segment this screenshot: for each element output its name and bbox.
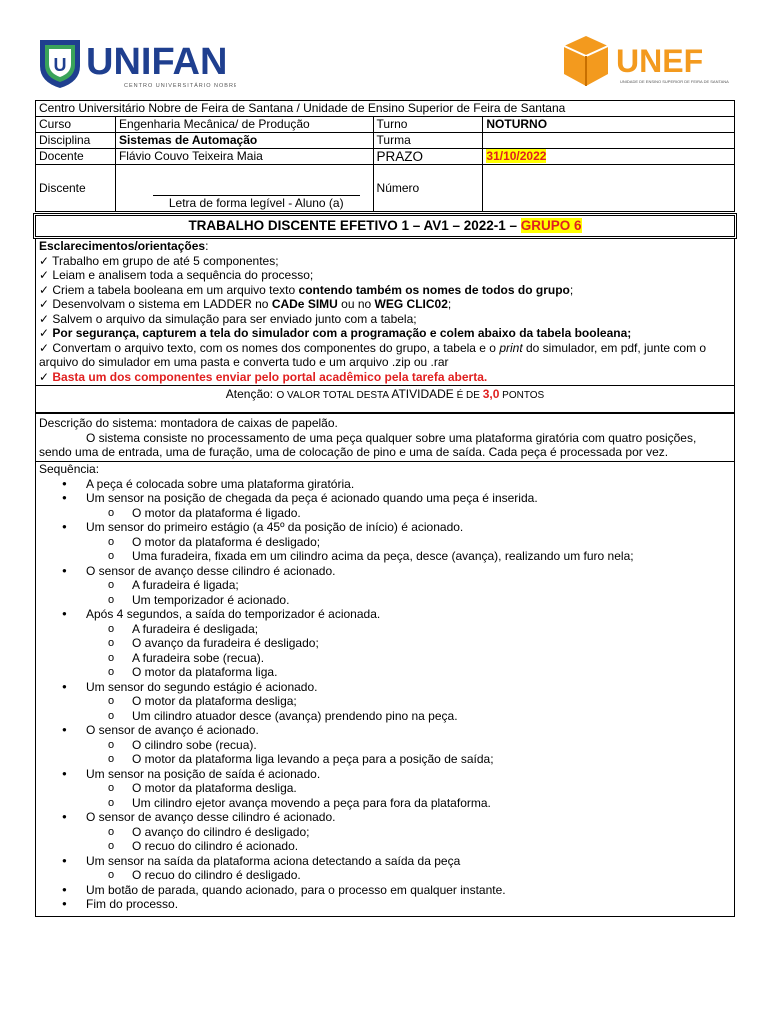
sequence-step-text: Um botão de parada, quando acionado, para o processo em qualquer instante. bbox=[86, 882, 506, 897]
sequence-substep: o O motor da plataforma desliga; bbox=[132, 694, 731, 709]
discente-line-label: Letra de forma legível - Aluno (a) bbox=[153, 195, 360, 211]
turma-value bbox=[483, 133, 735, 149]
instruction-6: ✓ Por segurança, capturem a tela do simulador com a programação e colem abaixo da tabela booleana; bbox=[39, 326, 632, 340]
sequence-substeps bbox=[86, 622, 731, 680]
sequence-substep: o O avanço da furadeira é desligado; bbox=[132, 636, 731, 651]
curso-value: Engenharia Mecânica/ de Produção bbox=[115, 117, 373, 133]
sequence-step-text: Um sensor na posição de saída é acionado. bbox=[86, 766, 321, 781]
sequence-substep: o O motor da plataforma liga levando a peça para a posição de saída; bbox=[132, 752, 731, 767]
unifan-wordmark: UNIFAN bbox=[86, 41, 228, 83]
sequence-step-text: Um sensor na posição de chegada da peça é acionado quando uma peça é inserida. bbox=[86, 491, 538, 505]
sequence-label: Sequência: bbox=[39, 462, 100, 476]
sequence-substeps bbox=[86, 738, 731, 767]
instruction-8: ✓ Basta um dos componentes enviar pelo portal acadêmico pela tarefa aberta. bbox=[39, 369, 488, 384]
sequence-step-text: Um sensor do segundo estágio é acionado. bbox=[86, 679, 318, 694]
description-box bbox=[35, 413, 735, 462]
numero-label: Número bbox=[373, 165, 483, 212]
sequence-substep: o A furadeira sobe (recua). bbox=[132, 651, 731, 666]
turno-value: NOTURNO bbox=[483, 117, 735, 133]
sequence-step bbox=[86, 564, 731, 608]
sequence-substeps bbox=[86, 868, 731, 883]
sequence-substep: o O cilindro sobe (recua). bbox=[132, 738, 731, 753]
sequence-substeps bbox=[86, 825, 731, 854]
sequence-step-text: Fim do processo. bbox=[86, 897, 179, 911]
sequence-substep: o A furadeira é desligada; bbox=[132, 622, 731, 637]
sequence-substep: o O recuo do cilindro é acionado. bbox=[132, 839, 731, 854]
sequence-substep: o O motor da plataforma liga. bbox=[132, 665, 731, 680]
sequence-step-text: A peça é colocada sobre uma plataforma giratória. bbox=[86, 476, 355, 491]
instructions-heading: Esclarecimentos/orientações: bbox=[39, 239, 209, 253]
unef-logo bbox=[558, 30, 738, 92]
sequence-step-text: O sensor de avanço desse cilindro é acionado. bbox=[86, 810, 336, 824]
sequence-substep: o O avanço do cilindro é desligado; bbox=[132, 825, 731, 840]
prazo-label: PRAZO bbox=[373, 149, 483, 165]
sequence-substep: o O recuo do cilindro é desligado. bbox=[132, 868, 731, 883]
instruction-2: ✓ Leiam e analisem toda a sequência do processo; bbox=[39, 268, 314, 282]
instruction-3: ✓ Criem a tabela booleana em um arquivo texto contendo também os nomes de todos do grupo; bbox=[39, 282, 574, 297]
docente-value: Flávio Couvo Teixeira Maia bbox=[115, 149, 373, 165]
sequence-step bbox=[86, 680, 731, 724]
sequence-step-text: Após 4 segundos, a saída do temporizador é acionada. bbox=[86, 607, 381, 621]
sequence-step bbox=[86, 520, 731, 564]
sequence-substep: o Uma furadeira, fixada em um cilindro acima da peça, desce (avança), realizando um furo nela; bbox=[132, 549, 731, 564]
curso-label: Curso bbox=[36, 117, 116, 133]
discente-label: Discente bbox=[36, 165, 116, 212]
title-main: TRABALHO DISCENTE EFETIVO 1 – AV1 – 2022-1 – bbox=[188, 218, 521, 233]
unef-wordmark: UNEF bbox=[616, 43, 704, 79]
sequence-substeps bbox=[86, 535, 731, 564]
sequence-step bbox=[86, 477, 731, 492]
instruction-7: ✓ Convertam o arquivo texto, com os nomes dos componentes do grupo, a tabela e o print do simulador, em pdf, junte com o arquivo do simulador em uma pasta e converta tudo e um arquivo .zip ou .rar bbox=[39, 340, 707, 369]
sequence-substep: o O motor da plataforma é ligado. bbox=[132, 506, 731, 521]
sequence-step-text: O sensor de avanço desse cilindro é acionado. bbox=[86, 563, 336, 578]
prazo-value bbox=[483, 149, 735, 165]
sequence-substep: o O motor da plataforma desliga. bbox=[132, 781, 731, 796]
disciplina-label: Disciplina bbox=[36, 133, 116, 149]
sequence-step bbox=[86, 883, 731, 898]
sequence-step bbox=[86, 810, 731, 854]
instruction-1: ✓ Trabalho em grupo de até 5 componentes; bbox=[39, 253, 279, 268]
sequence-step-text: O sensor de avanço é acionado. bbox=[86, 723, 259, 737]
sequence-substeps bbox=[86, 781, 731, 810]
sequence-step-text: Um sensor do primeiro estágio (a 45º da posição de início) é acionado. bbox=[86, 520, 464, 534]
attention-note: Atenção: O VALOR TOTAL DESTA ATIVIDADE É DE 3,0 PONTOS bbox=[36, 385, 734, 404]
prazo-date: 31/10/2022 bbox=[486, 149, 547, 163]
sequence-step bbox=[86, 491, 731, 520]
sequence-substep: o O motor da plataforma é desligado; bbox=[132, 535, 731, 550]
sequence-substeps bbox=[86, 694, 731, 723]
sequence-step bbox=[86, 723, 731, 767]
docente-label: Docente bbox=[36, 149, 116, 165]
sequence-box bbox=[35, 461, 735, 917]
sequence-step-text: Um sensor na saída da plataforma aciona detectando a saída da peça bbox=[86, 853, 461, 868]
sequence-step bbox=[86, 607, 731, 680]
discente-field[interactable] bbox=[115, 165, 373, 212]
sequence-step bbox=[86, 767, 731, 811]
svg-text:U: U bbox=[53, 55, 67, 75]
unef-subtitle: UNIDADE DE ENSINO SUPERIOR DE FEIRA DE SANTANA bbox=[620, 79, 729, 84]
instruction-4: ✓ Desenvolvam o sistema em LADDER no CADe SIMU ou no WEG CLIC02; bbox=[39, 297, 452, 311]
title-group: GRUPO 6 bbox=[520, 218, 582, 233]
sequence-step bbox=[86, 897, 731, 912]
sequence-substeps bbox=[86, 506, 731, 521]
unifan-subtitle: CENTRO UNIVERSITÁRIO NOBRE bbox=[124, 83, 236, 89]
assignment-title bbox=[35, 215, 735, 237]
sequence-substep: o Um cilindro ejetor avança movendo a peça para fora da plataforma. bbox=[132, 796, 731, 811]
sequence-substep: o Um cilindro atuador desce (avança) prendendo pino na peça. bbox=[132, 709, 731, 724]
turno-label: Turno bbox=[373, 117, 483, 133]
sequence-substep: o A furadeira é ligada; bbox=[132, 578, 731, 593]
unifan-logo bbox=[36, 36, 236, 90]
sequence-step bbox=[86, 854, 731, 883]
description-text: O sistema consiste no processamento de uma peça qualquer sobre uma plataforma giratória com quatro posições, sendo uma de entrada, uma de furação, uma de colocação de pino e uma de saída. Cada peça é processada por vez. bbox=[39, 430, 697, 459]
numero-field[interactable] bbox=[483, 165, 735, 212]
description-label: Descrição do sistema: montadora de caixas de papelão. bbox=[39, 416, 338, 430]
disciplina-value: Sistemas de Automação bbox=[115, 133, 373, 149]
instruction-5: ✓ Salvem o arquivo da simulação para ser enviado junto com a tabela; bbox=[39, 311, 417, 326]
turma-label: Turma bbox=[373, 133, 483, 149]
instructions-box bbox=[35, 238, 735, 413]
institution-name: Centro Universitário Nobre de Feira de Santana / Unidade de Ensino Superior de Feira de Santana bbox=[36, 101, 735, 117]
sequence-substeps bbox=[86, 578, 731, 607]
sequence-list bbox=[39, 477, 731, 912]
header-table bbox=[35, 100, 735, 212]
sequence-substep: o Um temporizador é acionado. bbox=[132, 593, 731, 608]
